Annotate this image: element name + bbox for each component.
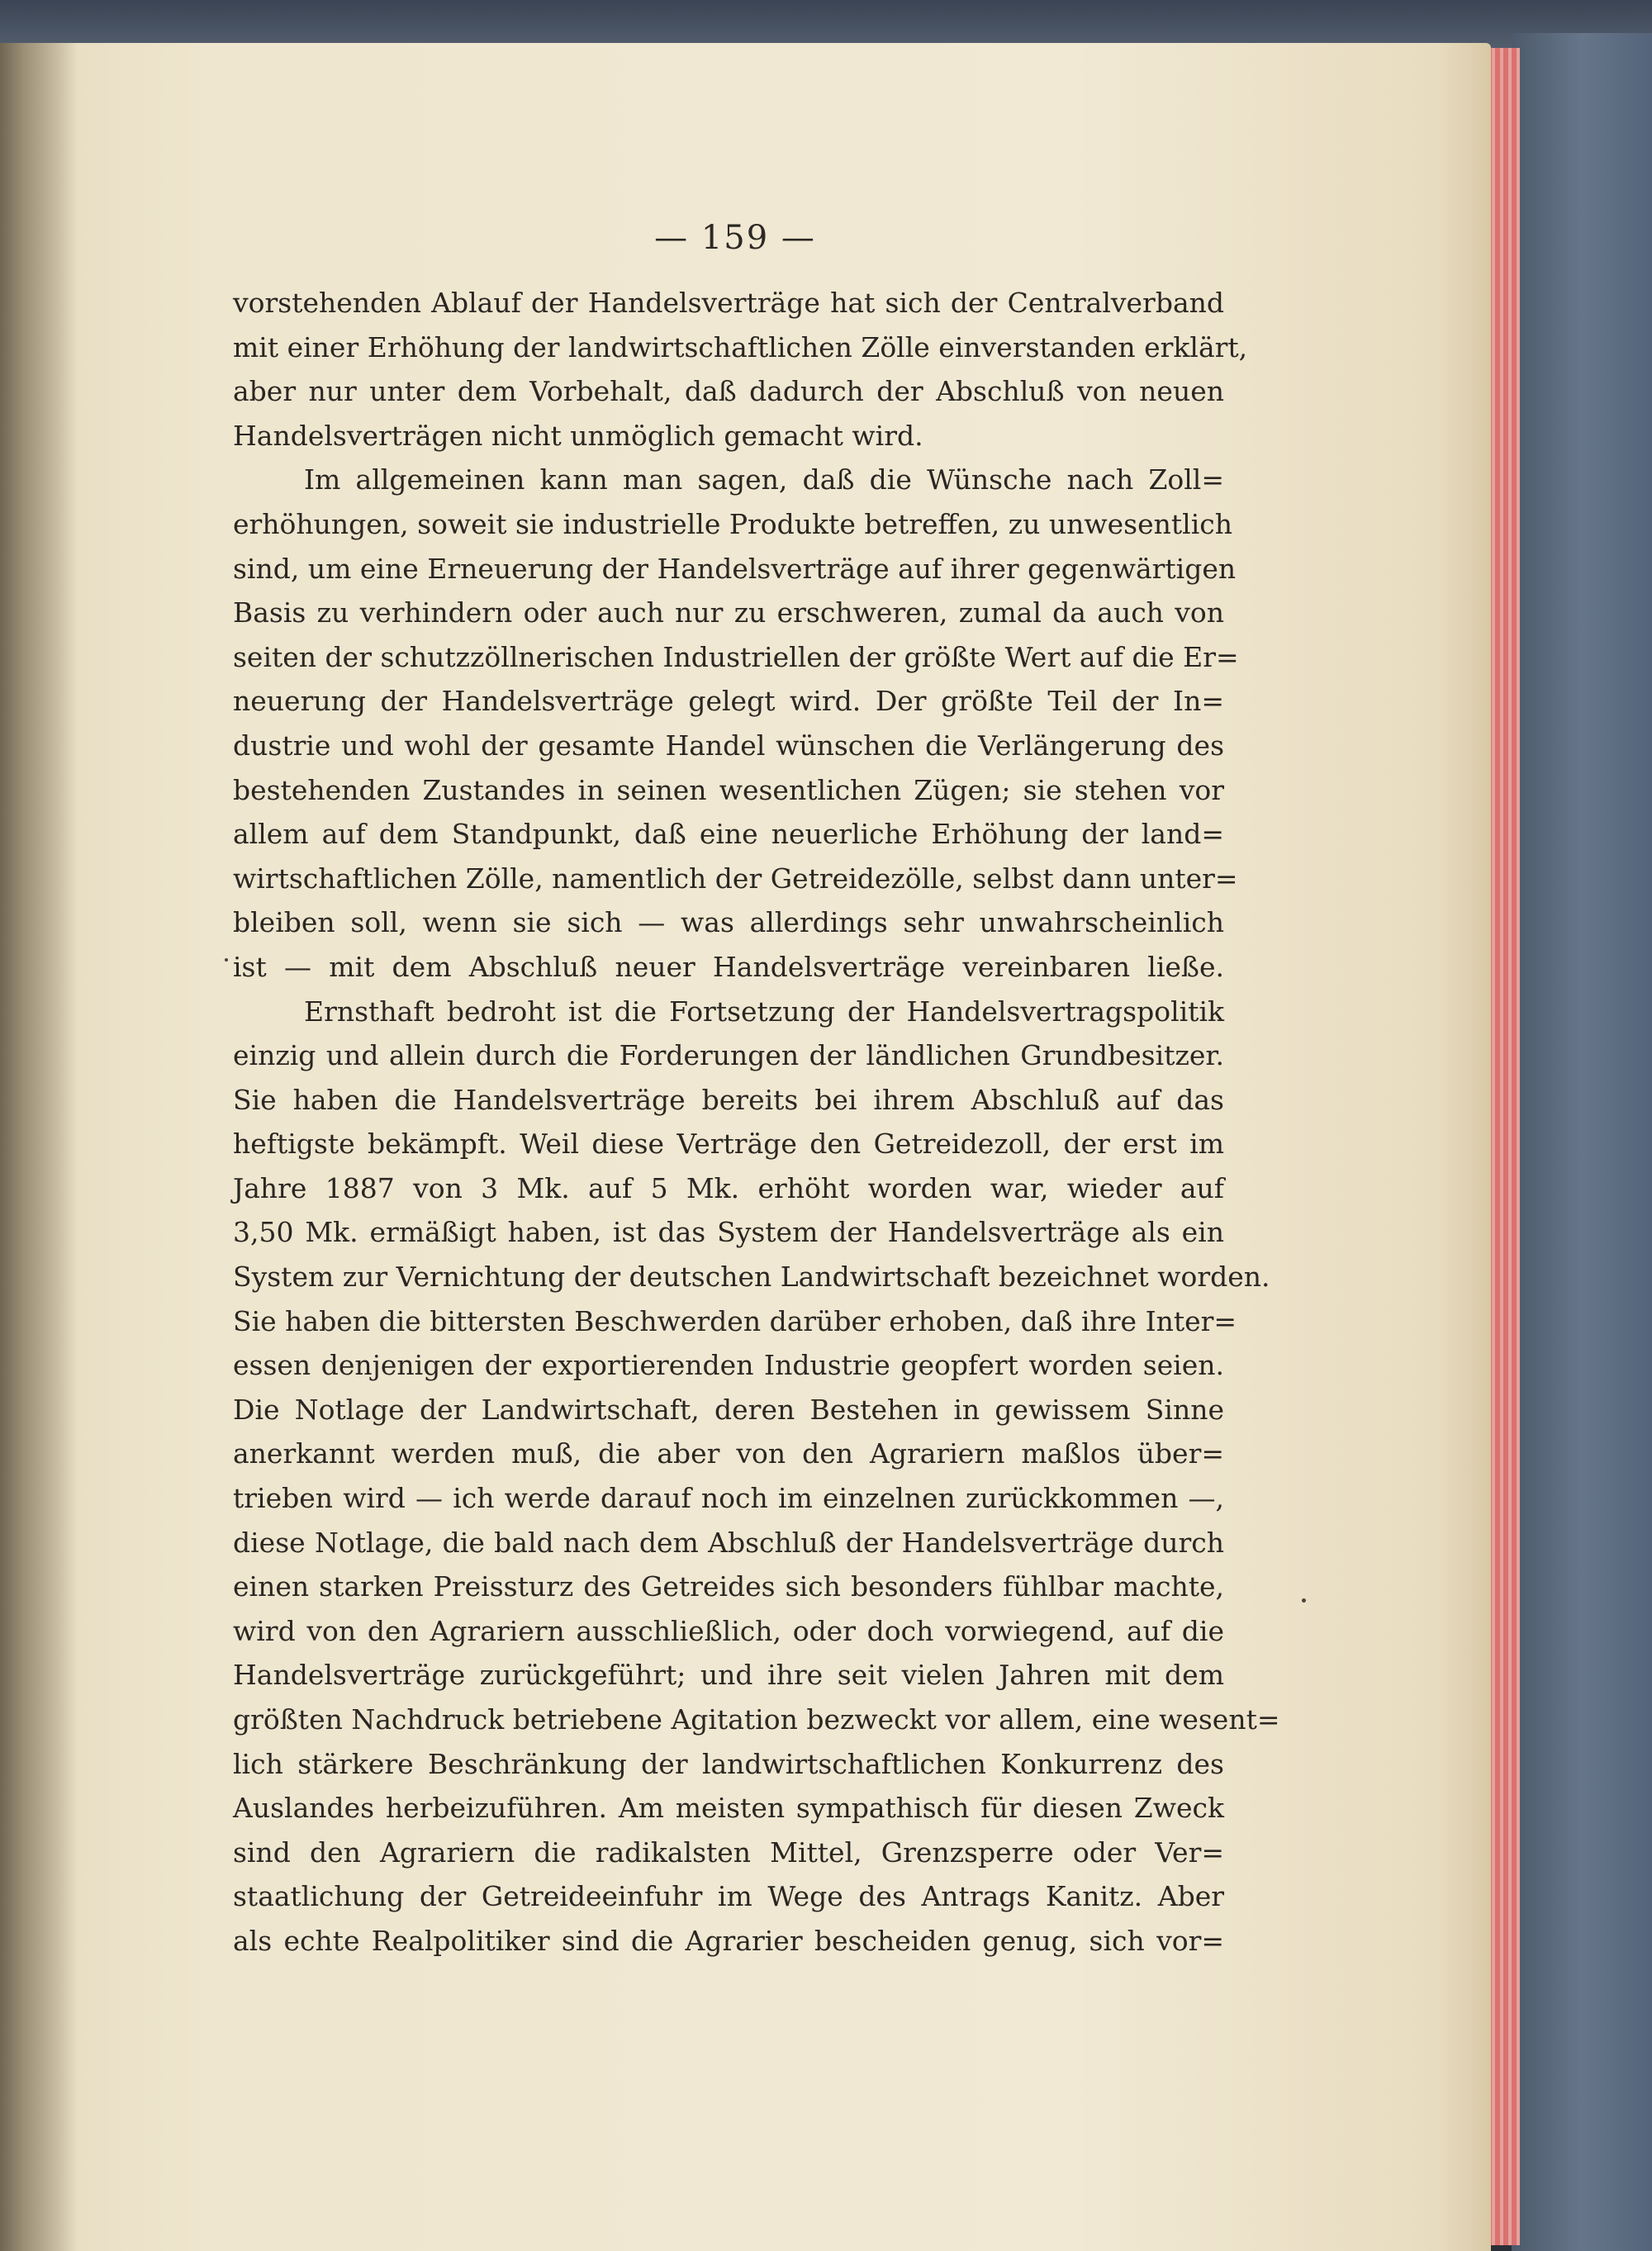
text-line: wirtschaftlichen Zölle, namentlich der Getreidezölle, selbst dann unter= [233,862,1238,895]
text-line: trieben wird — ich werde darauf noch im einzelnen zurückkommen —, [233,1482,1224,1515]
text-line: System zur Vernichtung der deutschen Landwirtschaft bezeichnet worden. [233,1261,1270,1294]
text-line: erhöhungen, soweit sie industrielle Produkte betreffen, zu unwesentlich [233,507,1232,540]
text-line: Ernsthaft bedroht ist die Fortsetzung der Handelsvertragspolitik [304,995,1224,1028]
text-line: aber nur unter dem Vorbehalt, daß dadurch der Abschluß von neuen [233,375,1224,408]
page-number: — 159 — [654,219,816,257]
text-line: ist — mit dem Abschluß neuer Handelsverträge vereinbaren ließe. [233,950,1224,983]
text-line: einen starken Preissturz des Getreides sich besonders fühlbar machte, [233,1570,1224,1603]
text-line: vorstehenden Ablauf der Handelsverträge hat sich der Centralverband [233,287,1224,319]
text-line: Handelsverträge zurückgeführt; und ihre seit vielen Jahren mit dem [233,1659,1224,1692]
text-line: bleiben soll, wenn sie sich — was allerdings sehr unwahrscheinlich [233,906,1224,939]
text-line: diese Notlage, die bald nach dem Abschluß der Handelsverträge durch [233,1526,1224,1559]
text-line: dustrie und wohl der gesamte Handel wünschen die Verlängerung des [233,729,1224,762]
text-line: größten Nachdruck betriebene Agitation bezweckt vor allem, eine wesent= [233,1703,1280,1736]
ink-speck [225,958,228,962]
text-line: Die Notlage der Landwirtschaft, deren Bestehen in gewissem Sinne [233,1393,1224,1426]
text-line: Basis zu verhindern oder auch nur zu erschweren, zumal da auch von [233,596,1224,629]
text-line: Handelsverträgen nicht unmöglich gemacht wird. [233,419,923,452]
text-line: lich stärkere Beschränkung der landwirtschaftlichen Konkurrenz des [233,1747,1224,1780]
text-line: als echte Realpolitiker sind die Agrarier bescheiden genug, sich vor= [233,1924,1224,1957]
text-line: Auslandes herbeizuführen. Am meisten sympathisch für diesen Zweck [233,1792,1224,1825]
text-line: neuerung der Handelsverträge gelegt wird. Der größte Teil der In= [233,685,1224,718]
text-line: bestehenden Zustandes in seinen wesentlichen Zügen; sie stehen vor [233,773,1224,806]
text-line: sind, um eine Erneuerung der Handelsverträge auf ihrer gegenwärtigen [233,552,1237,585]
text-line: 3,50 Mk. ermäßigt haben, ist das System der Handelsverträge als ein [233,1216,1224,1249]
text-line: wird von den Agrariern ausschließlich, oder doch vorwiegend, auf die [233,1614,1224,1647]
page-gutter [0,43,78,2251]
text-line: anerkannt werden muß, die aber von den Agrariern maßlos über= [233,1437,1224,1470]
ink-speck [1302,1598,1306,1603]
book-cover-spine-edge [1512,33,1652,2251]
text-line: Jahre 1887 von 3 Mk. auf 5 Mk. erhöht worden war, wieder auf [233,1171,1224,1204]
body-text [233,281,1280,1964]
text-line: sind den Agrariern die radikalsten Mittel, Grenzsperre oder Ver= [233,1835,1224,1869]
text-line: Sie haben die Handelsverträge bereits bei ihrem Abschluß auf das [233,1083,1224,1116]
text-line: mit einer Erhöhung der landwirtschaftlichen Zölle einverstanden erklärt, [233,330,1248,363]
text-line: allem auf dem Standpunkt, daß eine neuerliche Erhöhung der land= [233,818,1224,851]
text-line: heftigste bekämpft. Weil diese Verträge den Getreidezoll, der erst im [233,1128,1224,1161]
text-line: Sie haben die bittersten Beschwerden darüber erhoben, daß ihre Inter= [233,1304,1237,1337]
text-line: einzig und allein durch die Forderungen der ländlichen Grundbesitzer. [233,1039,1224,1072]
text-line: staatlichung der Getreideeinfuhr im Wege des Antrags Kanitz. Aber [233,1880,1224,1913]
text-line: Im allgemeinen kann man sagen, daß die Wünsche nach Zoll= [304,463,1224,496]
text-line: essen denjenigen der exportierenden Industrie geopfert worden seien. [233,1349,1224,1382]
text-line: seiten der schutzzöllnerischen Industriellen der größte Wert auf die Er= [233,640,1239,673]
